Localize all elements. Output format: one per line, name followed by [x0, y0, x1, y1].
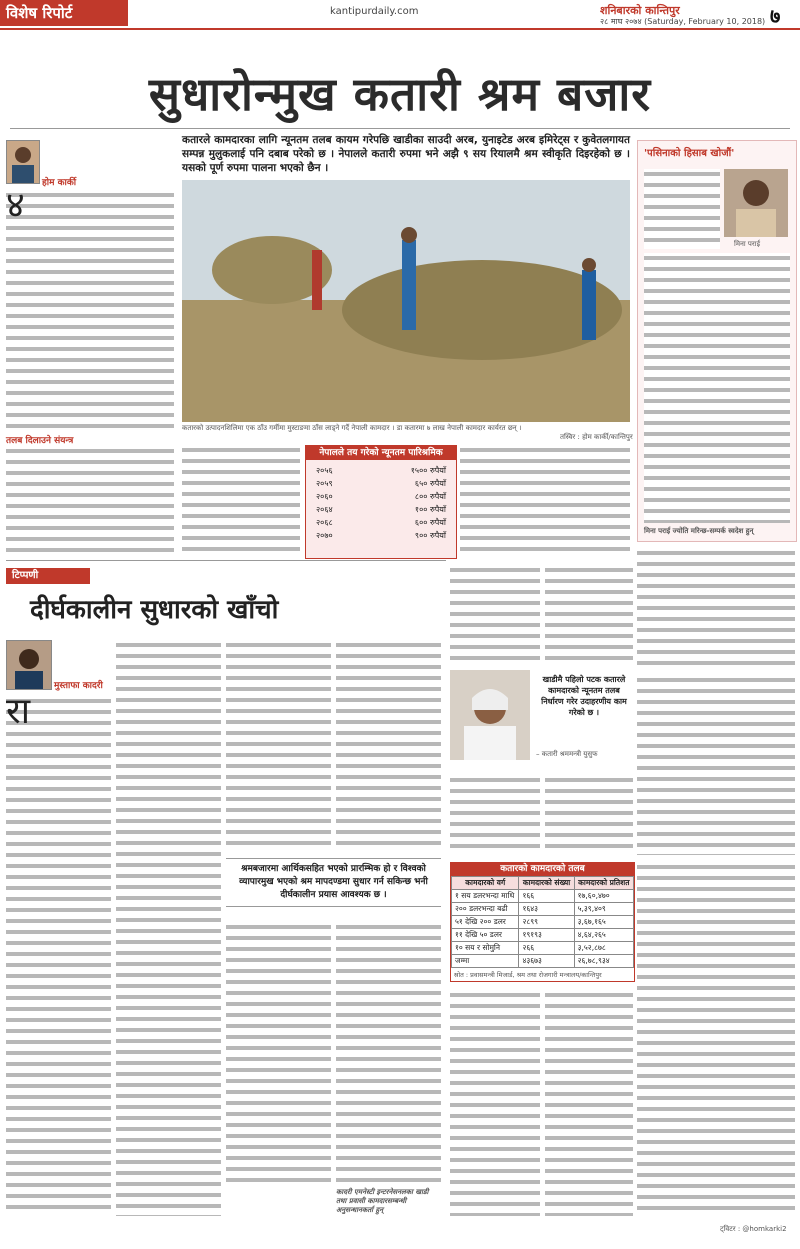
salary-year: २०५९	[316, 479, 333, 488]
section-label: विशेष रिपोर्ट	[0, 0, 128, 26]
commentary-footnote: कादरी एमनेस्टी इन्टरनेसनलका खाडी तथा प्रवासी कामदारसम्बन्धी अनुसन्धानकर्ता हुन्	[336, 1188, 429, 1214]
commentary-dropcap: रा	[6, 696, 31, 732]
data-table-cell: १९१९३	[519, 929, 574, 942]
data-table-cell: ३,६७,१६५	[574, 916, 633, 929]
data-table-cell: ४३६७३	[519, 955, 574, 968]
salary-table-row	[316, 503, 446, 516]
data-table-row	[452, 916, 634, 929]
main-photo	[182, 180, 630, 422]
commentary-headline: दीर्घकालीन सुधारको खाँचो	[30, 595, 279, 625]
sidebar-box	[637, 140, 797, 542]
sidebar-title: 'पसिनाको हिसाब खोजौं'	[644, 148, 735, 159]
story-column-right-1	[637, 548, 795, 668]
commentary-author-photo	[6, 640, 52, 690]
photo-credit: तस्विर : होम कार्की/कान्तिपुर	[560, 433, 633, 441]
story-column-4b	[450, 775, 540, 855]
salary-table-row	[316, 490, 446, 503]
minister-photo	[450, 670, 530, 760]
commentary-column-3b	[226, 922, 331, 1182]
story-column-1	[6, 190, 174, 430]
photo-caption: कतारको उत्पादनशिलिमा एक ठाँउ गर्मीमा मुस्टाङमा ठाँस लाड्‌ने गर्दै नेपाली कामदार । डा कतारमा ७ लाख नेपाली कामदार कार्यरत छन् ।	[182, 424, 522, 432]
salary-table-row	[316, 464, 446, 477]
data-table-cell: १६६	[519, 890, 574, 903]
data-table-cell: १६४३	[519, 903, 574, 916]
salary-year: २०६४	[316, 505, 333, 514]
sidebar-intro-text	[644, 169, 720, 249]
subhead-mechanism: तलब दिलाउने संयन्त्र	[6, 436, 74, 446]
commentary-author: मुस्ताफा कादरी	[54, 681, 103, 691]
salary-year: २०६०	[316, 492, 333, 501]
sidebar-photo-caption: मिना पराई	[734, 240, 761, 248]
data-table-row	[452, 890, 634, 903]
commentary-column-2	[116, 640, 221, 1216]
data-table-cell: २६६	[519, 942, 574, 955]
salary-amount: ९०० रुपैयाँ	[414, 531, 446, 540]
salary-year: २०५६	[316, 466, 333, 475]
minister-quote-box	[450, 670, 633, 770]
page-number: ७	[770, 4, 781, 28]
data-table-box	[450, 862, 635, 982]
story-column-2	[182, 445, 300, 555]
commentary-label: टिप्पणी	[6, 568, 90, 584]
salary-amount: १५०० रुपैयाँ	[410, 466, 446, 475]
commentary-column-3a	[226, 640, 331, 850]
data-table-cell: ३,५२,८७८	[574, 942, 633, 955]
story-column-5c	[545, 990, 633, 1216]
commentary-pullquote: श्रमबजारमा आर्थिकसहित भएको प्रारम्भिक हो र विश्वको व्यापारमुख भएको श्रम मापदण्डमा सुधार गर्न सकिन्छ भनी दीर्घकालीन प्रयास आवश्यक छ ।	[226, 858, 441, 907]
data-table-cell: २६,७८,९३४	[574, 955, 633, 968]
main-headline: सुधारोन्मुख कतारी श्रम बजार	[148, 67, 652, 121]
salary-year: २०७०	[316, 531, 333, 540]
data-table-cell: ५,३९,४०९	[574, 903, 633, 916]
sidebar-body-text	[644, 253, 790, 523]
salary-year: २०६८	[316, 518, 333, 527]
minister-quote: खाडीमै पहिलो पटक कतारले कामदारको न्यूनतम तलब निर्धारण गरेर उदाहरणीय काम गरेको छ ।	[541, 675, 627, 717]
salary-amount: ६०० रुपैयाँ	[414, 518, 446, 527]
salary-table-box	[305, 445, 457, 559]
author-photo	[6, 140, 40, 184]
twitter-byline: ट्विटर : @homkarki2	[720, 1225, 787, 1233]
data-table-row	[452, 955, 634, 968]
data-table	[451, 876, 634, 968]
story-column-4a	[450, 565, 540, 665]
salary-table-row	[316, 477, 446, 490]
sidebar-photo	[724, 169, 788, 237]
data-table-title: कतारको कामदारको तलब	[451, 863, 634, 876]
commentary-column-1	[6, 696, 111, 1216]
story-column-4c	[450, 990, 540, 1216]
story-column-3	[460, 445, 630, 555]
salary-table-row	[316, 529, 446, 542]
site-url: kantipurdaily.com	[330, 6, 419, 17]
data-table-cell: जम्मा	[452, 955, 519, 968]
data-table-row	[452, 942, 634, 955]
data-table-header: कामदारको संख्या	[519, 877, 574, 890]
data-table-row	[452, 903, 634, 916]
data-table-cell: ५१ देखि २०० डलर	[452, 916, 519, 929]
story-column-right-3	[637, 862, 795, 1216]
minister-attribution: – कतारी श्रममन्त्री युसुफ	[536, 750, 598, 758]
commentary-column-4b	[336, 922, 441, 1182]
data-table-cell: २०० डलरभन्दा बढी	[452, 903, 519, 916]
intro-letter: ४	[6, 190, 25, 226]
sidebar-footer: मिना पराई ज्योति मरिन्छ-सम्पर्क स्वदेश हुन्	[644, 527, 754, 535]
data-table-cell: ४,६४,२६५	[574, 929, 633, 942]
salary-amount: ८०० रुपैयाँ	[414, 492, 446, 501]
salary-amount: ६५० रुपैयाँ	[414, 479, 446, 488]
story-column-1b	[6, 446, 174, 556]
author-name: होम कार्की	[42, 178, 77, 188]
data-table-header: कामदारको वर्ग	[452, 877, 519, 890]
headline-rule	[10, 128, 790, 129]
data-table-header: कामदारको प्रतिशत	[574, 877, 633, 890]
commentary-rule	[6, 560, 446, 561]
data-table-cell: ११ देखि ५० डलर	[452, 929, 519, 942]
data-table-note: स्रोत : प्रवासमन्त्री मिजार्ड, श्रम तथा रोजगारी मन्त्रालय/कान्तिपुर	[454, 971, 602, 979]
data-table-cell: १० सय र सोमुनि	[452, 942, 519, 955]
salary-amount: १०० रुपैयाँ	[414, 505, 446, 514]
data-table-cell: २८९९	[519, 916, 574, 929]
data-table-row	[452, 929, 634, 942]
commentary-column-4a	[336, 640, 441, 850]
story-column-5a	[545, 565, 633, 665]
salary-table-rows	[306, 460, 456, 546]
story-deck: कतारले कामदारका लागि न्यूनतम तलब कायम गरेपछि खाडीका साउदी अरब, युनाइटेड अरब इमिरेट्स र कुवेतलगायत सम्पन्न मुलुकलाई पनि दबाब परेको छ । नेपालले कतारी रुपमा भने अझै ९ सय रियालमै श्रम स्वीकृति दिइरहेको छ । यसको पूर्ण रुपमा पालना भएको छैन ।	[182, 134, 630, 174]
data-table-cell: १ सय डलरभन्दा माथि	[452, 890, 519, 903]
salary-table-title: नेपालले तय गरेको न्यूनतम पारिश्रमिक	[306, 446, 456, 460]
masthead: शनिबारको कान्तिपुर	[600, 4, 680, 17]
story-column-right-2	[637, 675, 795, 855]
story-column-5b	[545, 775, 633, 855]
dateline: २८ माघ २०७४ (Saturday, February 10, 2018)	[600, 17, 766, 26]
salary-table-row	[316, 516, 446, 529]
data-table-cell: १७,६०,४७०	[574, 890, 633, 903]
